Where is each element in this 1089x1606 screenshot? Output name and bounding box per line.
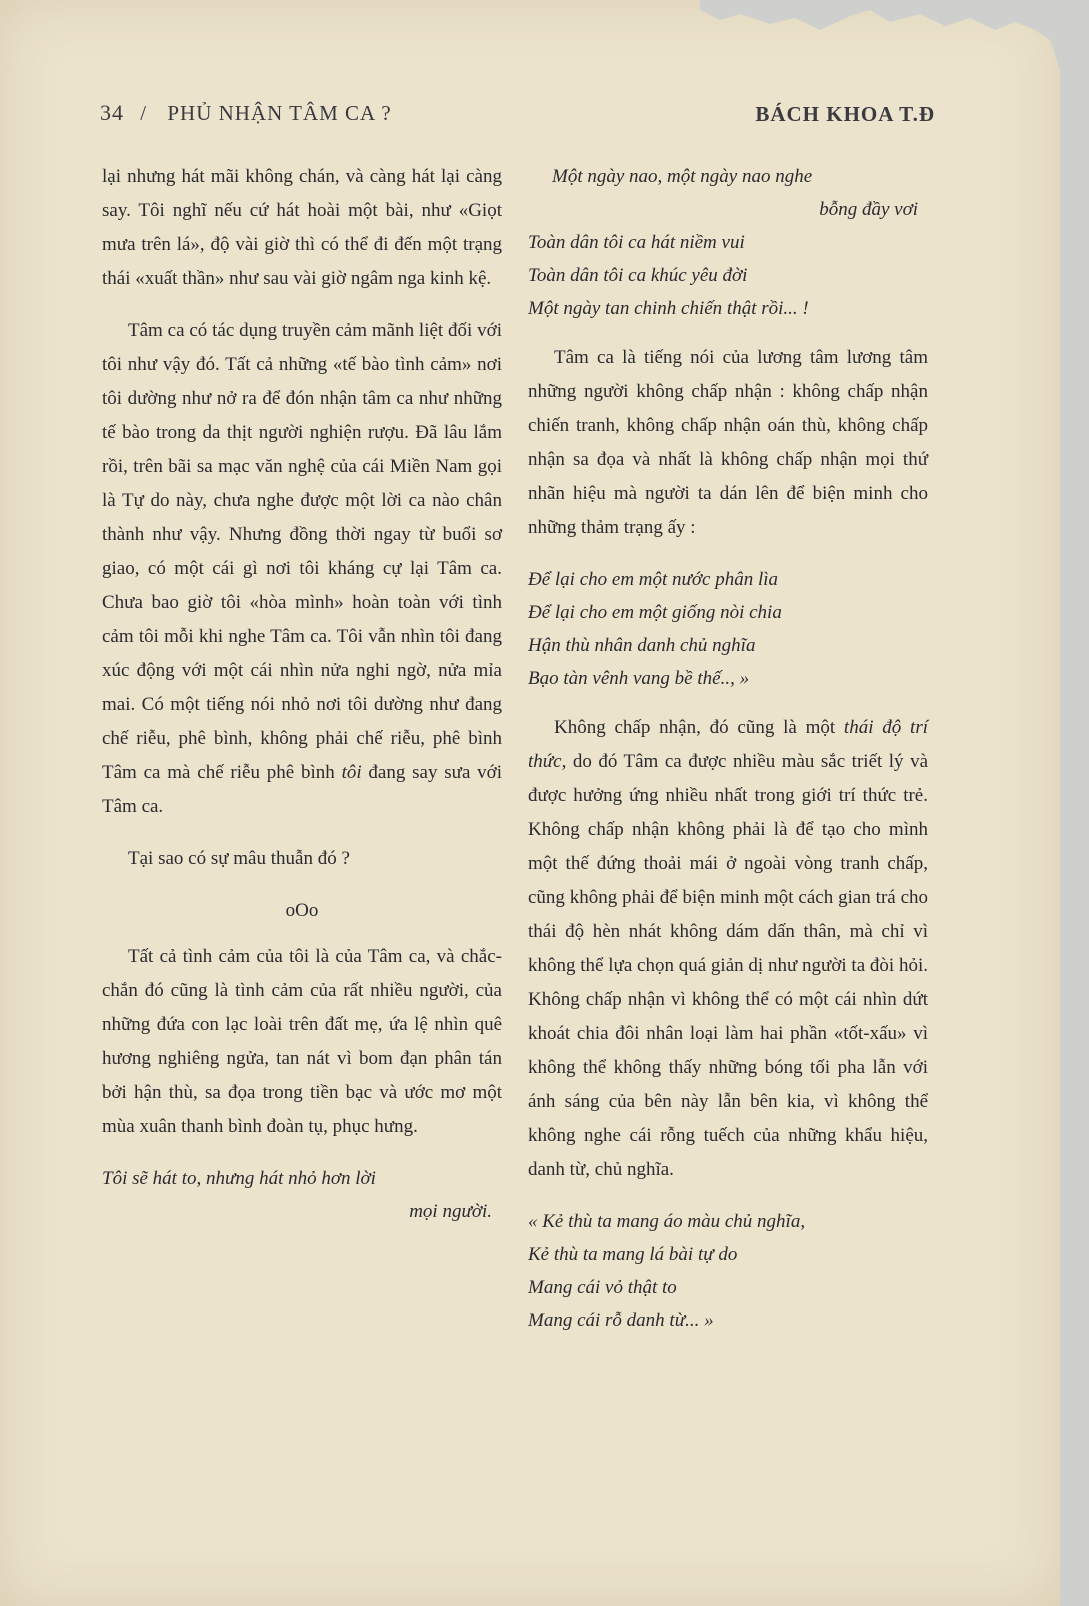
poem-stanza	[102, 1162, 502, 1228]
paragraph-text: do đó Tâm ca được nhiều màu sắc triết lý và được hưởng ứng nhiều nhất trong giới trí thức trẻ. Không chấp nhận không phải là để tạo cho mình một thế đứng thoải mái ở ngoài vòng tranh chấp, cũng không phải để biện minh một cách gian trá cho thái độ hèn nhát không dám dấn thân, mà chỉ vì không thể lựa chọn quá giản dị như người ta đòi hỏi. Không chấp nhận vì không thể có một cái nhìn dứt khoát chia đôi nhân loại làm hai phần «tốt-xấu» vì không thể không thấy những bóng tối pha lẫn với ánh sáng của bên này lẫn bên kia, vì không thể không nghe cái rỗng tuếch của những khẩu hiệu, danh từ, chủ nghĩa.	[528, 751, 928, 1180]
poem-line: mọi người.	[409, 1201, 492, 1222]
paragraph: Tâm ca là tiếng nói của lương tâm lương tâm những người không chấp nhận : không chấp nhận chiến tranh, không chấp nhận oán thù, không chấp nhận sa đọa và nhất là không chấp nhận mọi thứ nhãn hiệu mà người ta dán lên để biện minh cho những thảm trạng ấy :	[528, 347, 928, 538]
poem-line: Tôi sẽ hát to, nhưng hát nhỏ hơn lời	[102, 1168, 376, 1189]
poem-line: Mang cái rỗ danh từ... »	[528, 1310, 714, 1331]
poem-line: « Kẻ thù ta mang áo màu chủ nghĩa,	[528, 1211, 806, 1232]
paragraph	[528, 711, 928, 1187]
paragraph: Tất cả tình cảm của tôi là của Tâm ca, và chắc-chắn đó cũng là tình cảm của rất nhiều người, của những đứa con lạc loài trên đất mẹ, ứa lệ nhìn quê hương nghiêng ngửa, tan nát vì bom đạn phân tán bởi hận thù, sa đọa trong tiền bạc và ước mơ một mùa xuân thanh bình đoàn tụ, phục hưng.	[102, 946, 502, 1137]
poem-line: Để lại cho em một nước phân lìa	[528, 569, 779, 590]
header-left	[100, 100, 392, 126]
section-divider: oOo	[285, 900, 319, 921]
poem-stanza	[528, 563, 928, 695]
paragraph-text: Không chấp nhận, đó cũng là một	[554, 717, 836, 738]
article-title: PHỦ NHẬN TÂM CA ?	[167, 101, 392, 125]
poem-line: Một ngày nao, một ngày nao nghe	[552, 166, 813, 187]
italic-phrase: thái độ trí thức,	[528, 717, 928, 772]
paragraph	[102, 314, 502, 824]
torn-edge-decoration	[700, 0, 1060, 70]
left-column	[102, 160, 502, 1244]
paragraph: lại nhưng hát mãi không chán, và càng hát lại càng say. Tôi nghĩ nếu cứ hát hoài một bài, như «Giọt mưa trên lá», độ vài giờ thì có thể đi đến một trạng thái «xuất thần» như sau vài giờ ngâm nga kinh kệ.	[102, 166, 502, 289]
right-column	[528, 160, 928, 1353]
poem-line: Để lại cho em một giống nòi chia	[528, 602, 782, 623]
poem-line: Một ngày tan chinh chiến thật rồi... !	[528, 298, 809, 319]
poem-line: Hận thù nhân danh chủ nghĩa	[528, 635, 756, 656]
poem-line: bỗng đầy vơi	[819, 199, 918, 220]
paragraph-text: Tâm ca có tác dụng truyền cảm mãnh liệt đối với tôi như vậy đó. Tất cả những «tế bào tình cảm» nơi tôi dường như nở ra để đón nhận tâm ca như những tế bào trong da thịt người nghiện rượu. Đã lâu lắm rồi, trên bãi sa mạc văn nghệ của cái Miền Nam gọi là Tự do này, chưa nghe được một lời ca nào chân thành như vậy. Nhưng đồng thời ngay từ buổi sơ giao, có một cái gì nơi tôi kháng cự lại Tâm ca. Chưa bao giờ tôi «hòa mình» hoàn toàn với tình cảm tôi mỗi khi nghe Tâm ca. Tôi vẫn nhìn tôi đang xúc động với một cái nhìn nửa nghi ngờ, nửa mỉa mai. Có một tiếng nói nhỏ nơi tôi dường như đang chế riễu, phê bình, không phải chế riễu, phê bình Tâm ca mà chế riễu phê bình	[102, 320, 502, 783]
poem-stanza	[528, 1205, 928, 1337]
page-header	[100, 100, 935, 134]
paragraph-text: đang say sưa với Tâm ca.	[102, 762, 503, 817]
poem-line: Toàn dân tôi ca khúc yêu đời	[528, 265, 748, 286]
poem-line: Mang cái vỏ thật to	[528, 1277, 677, 1298]
poem-line: Bạo tàn vênh vang bề thế.., »	[528, 668, 750, 689]
poem-line: Toàn dân tôi ca hát niềm vui	[528, 232, 745, 253]
poem-line: Kẻ thù ta mang lá bài tự do	[528, 1244, 738, 1265]
page-number: 34	[100, 100, 124, 125]
question-paragraph: Tại sao có sự mâu thuẫn đó ?	[128, 848, 350, 869]
header-separator: /	[140, 101, 148, 125]
poem-stanza	[528, 160, 928, 325]
magazine-name: BÁCH KHOA T.Đ	[755, 102, 935, 126]
italic-word: tôi	[341, 762, 362, 783]
